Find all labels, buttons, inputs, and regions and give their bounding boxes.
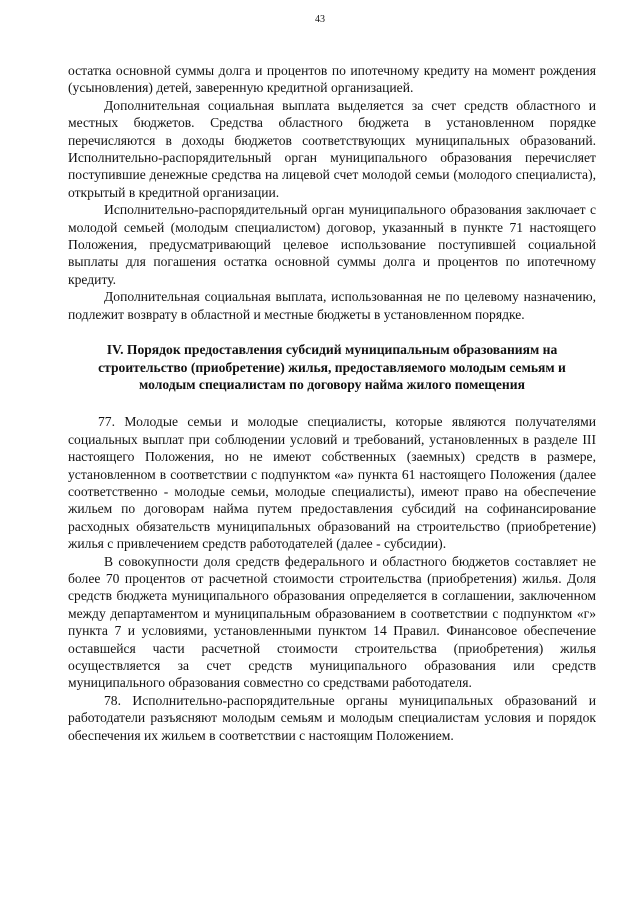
paragraph-additional-payment-funding: Дополнительная социальная выплата выделяется за счет средств областного и местных бюджетов. Средства областного бюджета в установленном порядке перечисляются в доходы бюджетов соответствующих муниципальных образований. Исполнительно-распорядительный орган муниципального образования перечисляет поступившие денежные средства на лицевой счет молодой семьи (молодого специалиста), открытый в кредитной организации. — [68, 97, 596, 200]
paragraph-misuse-return: Дополнительная социальная выплата, использованная не по целевому назначению, подлежит возврату в областной и местные бюджеты в установленном порядке. — [68, 289, 596, 322]
paragraph-continuation: остатка основной суммы долга и процентов по ипотечному кредиту на момент рождения (усыновления) детей, заверенную кредитной организацией. — [68, 63, 596, 96]
paragraph-78: 78. Исполнительно-распорядительные органы муниципальных образований и работодатели разъясняют молодым семьям и молодым специалистам условия и порядок обеспечения их жильем в соответствии с настоящим Положением. — [68, 692, 596, 743]
paragraph-budget-share: В совокупности доля средств федерального и областного бюджетов составляет не более 70 процентов от расчетной стоимости строительства (приобретения) жилья. Доля средств бюджета муниципального образования определяется в соглашении, заключенном между департаментом и муниципальным образованием в соответствии с подпунктом «г» пункта 7 и условиями, установленными пунктом 14 Правил. Финансовое обеспечение оставшейся части расчетной стоимости строительства (приобретения) жилья осуществляется за счет средств муниципального образования или средств муниципального образования совместно со средствами работодателя. — [68, 553, 596, 691]
paragraph-agreement: Исполнительно-распорядительный орган муниципального образования заключает с молодой семьей (молодым специалистом) договор, указанный в пункте 71 настоящего Положения, предусматривающий целевое использование поступившей социальной выплаты для погашения остатка основной суммы долга и процентов по ипотечному кредиту. — [68, 202, 596, 287]
page-number: 43 — [315, 14, 325, 25]
paragraph-77: 77. Молодые семьи и молодые специалисты, которые являются получателями социальных выплат при соблюдении условий и требований, установленных в разделе III настоящего Положения, но не имеют собственных (заемных) средств в размере, установленном в соответствии с подпунктом «а» пункта 61 настоящего Положения (далее соответственно - молодые семьи, молодые специалисты), имеют право на обеспечение жильем по договорам найма путем предоставления субсидий на софинансирование расходных обязательств муниципальных образований на строительство (приобретение) жилья с привлечением средств работодателей (далее - субсидии). — [68, 414, 596, 552]
section-heading: IV. Порядок предоставления субсидий муниципальным образованиям на строительство (приобретение) жилья, предоставляемого молодым семьям и молодым специалистам по договору найма жилого помещения — [98, 342, 566, 392]
document-body — [68, 62, 596, 744]
